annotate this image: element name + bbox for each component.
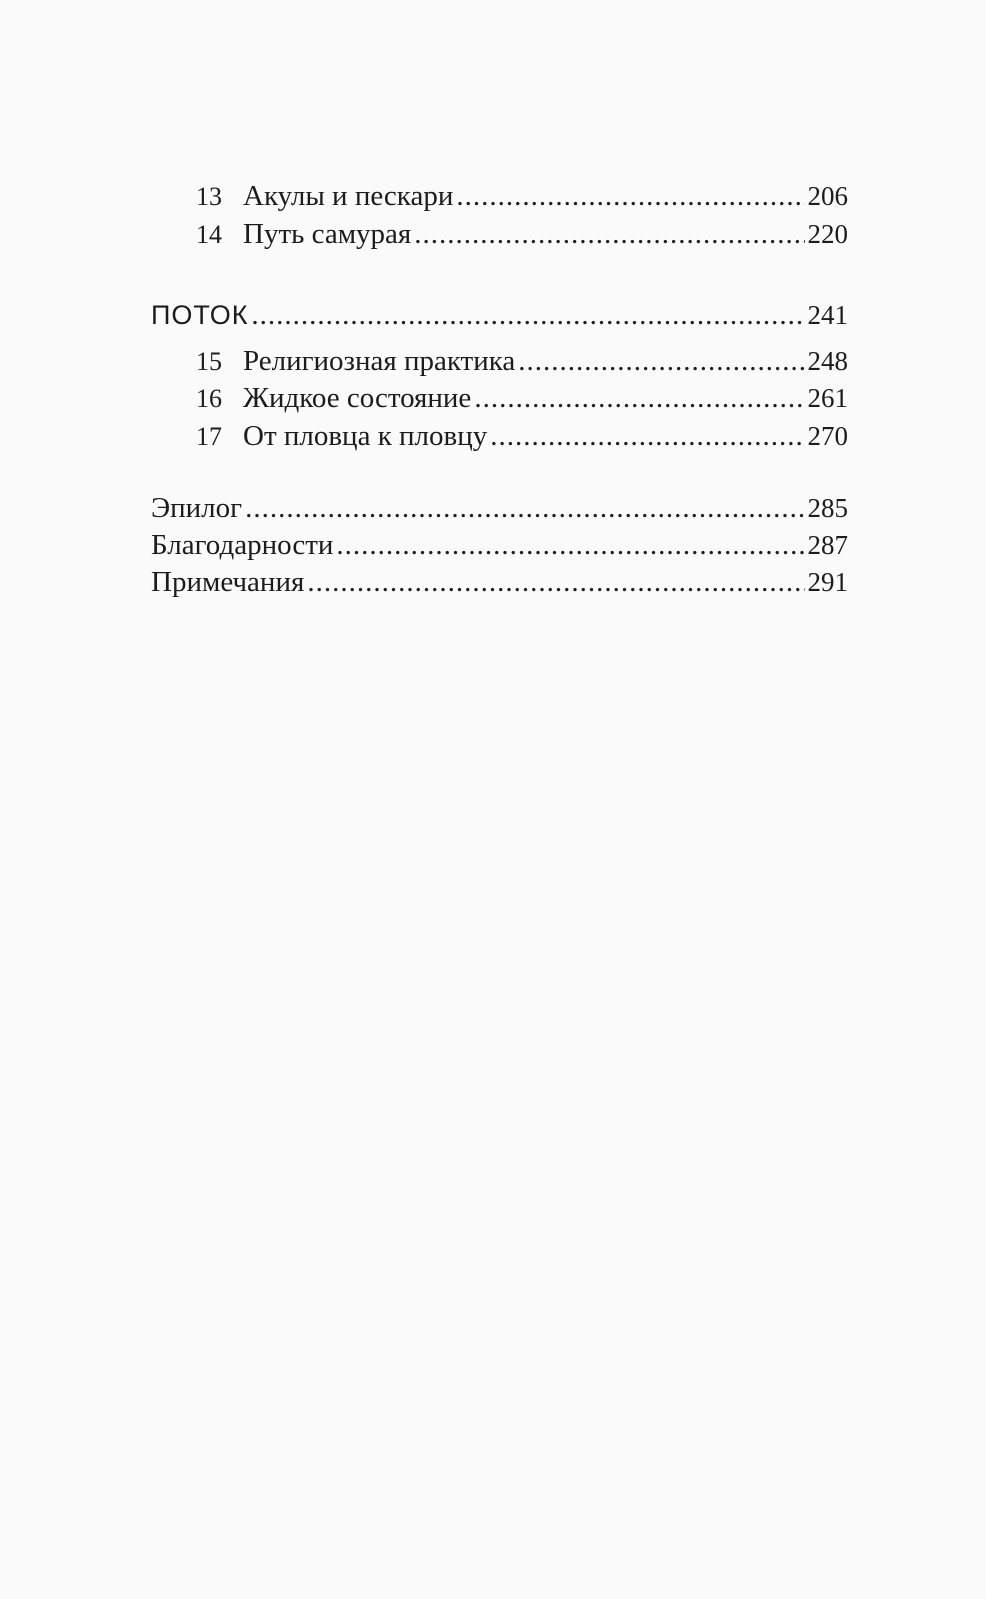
dot-leader [490, 417, 804, 455]
toc-entry-chapter-16[interactable] [196, 379, 848, 417]
entry-title: Примечания [151, 566, 305, 598]
dot-leader [474, 379, 804, 417]
toc-entry-notes[interactable] [151, 563, 848, 601]
page-number: 261 [807, 383, 848, 413]
chapter-number: 15 [196, 347, 222, 376]
page-number: 285 [807, 493, 848, 523]
toc-entry-chapter-15[interactable] [196, 342, 848, 380]
dot-leader [307, 563, 804, 601]
entry-title: Эпилог [151, 492, 243, 524]
page-number: 220 [807, 219, 848, 249]
chapter-number: 17 [196, 422, 222, 451]
chapter-number: 14 [196, 220, 222, 249]
chapter-title: Путь самурая [243, 218, 412, 250]
chapter-title: От пловца к пловцу [243, 420, 488, 452]
chapter-number: 16 [196, 384, 222, 413]
toc-entry-chapter-17[interactable] [196, 417, 848, 455]
page-number: 270 [807, 421, 848, 451]
dot-leader [414, 215, 804, 253]
dot-leader [251, 296, 804, 334]
toc-entry-chapter-14[interactable] [196, 215, 848, 253]
page-number: 248 [807, 346, 848, 376]
toc-entry-acknowledgements[interactable] [151, 526, 848, 564]
chapter-title: Жидкое состояние [243, 382, 472, 414]
toc-entry-section-flow[interactable] [151, 296, 848, 334]
page-number: 206 [807, 181, 848, 211]
entry-title: Благодарности [151, 529, 334, 561]
chapter-number: 13 [196, 182, 222, 211]
toc-entry-chapter-13[interactable] [196, 177, 848, 215]
dot-leader [245, 489, 804, 527]
page-number: 291 [807, 567, 848, 597]
page-number: 241 [807, 300, 848, 330]
dot-leader [456, 177, 804, 215]
chapter-title: Акулы и пескари [243, 180, 454, 212]
section-title: ПОТОК [151, 300, 249, 330]
page-number: 287 [807, 530, 848, 560]
toc-entry-epilogue[interactable] [151, 489, 848, 527]
dot-leader [336, 526, 804, 564]
chapter-title: Религиозная практика [243, 345, 516, 377]
dot-leader [518, 342, 804, 380]
